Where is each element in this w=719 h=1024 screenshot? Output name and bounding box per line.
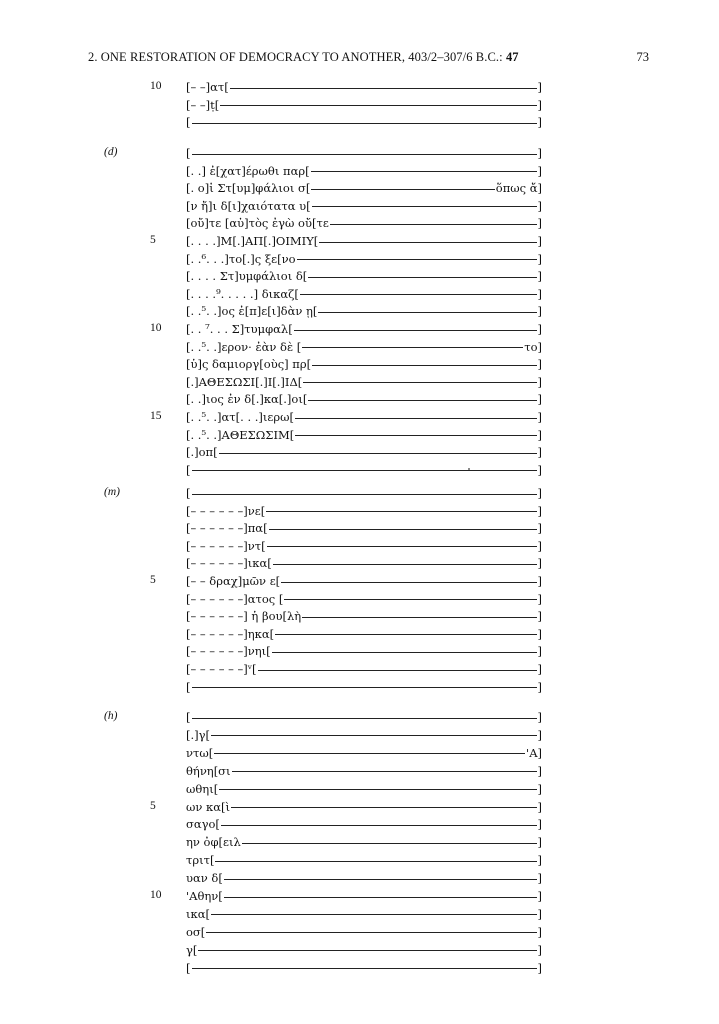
lacuna-dash [308, 400, 536, 401]
lacuna-dash [269, 529, 537, 530]
inscription-line [0, 943, 719, 959]
inscription-line [0, 710, 719, 726]
lacuna-dash [192, 470, 537, 471]
lacuna-dash [219, 789, 536, 790]
line-text-end: ] [537, 251, 542, 266]
inscription-line [0, 287, 719, 303]
line-text [186, 835, 542, 849]
line-text-start: [. ο]ἱ Στ[υμ]φάλιοι σ[ [186, 181, 311, 196]
inscription-line [0, 486, 719, 502]
line-text [186, 392, 542, 406]
line-text-start: [ [186, 486, 191, 500]
inscription-line [0, 115, 719, 131]
line-text [186, 445, 542, 459]
lacuna-dash [214, 753, 525, 754]
line-text-end: ] [537, 889, 542, 903]
line-text [186, 961, 542, 975]
fragment-h-label: (h) [104, 710, 118, 722]
lacuna-dash [284, 599, 536, 600]
line-text [186, 98, 542, 112]
inscription-line [0, 146, 719, 162]
lacuna-dash [192, 154, 537, 155]
inscription-line [0, 644, 719, 660]
lacuna-dash [258, 670, 537, 671]
line-text-end: ] [537, 799, 542, 814]
line-text-end: ] [537, 781, 542, 796]
lacuna-dash [311, 171, 537, 172]
lacuna-dash [295, 418, 537, 419]
line-text-start: σαγο[ [186, 817, 220, 832]
inscription-line [0, 504, 719, 520]
lacuna-dash [215, 861, 536, 862]
inscription-line [0, 269, 719, 285]
inscription-line [0, 627, 719, 643]
inscription-line [0, 907, 719, 923]
line-text-start: υαν δ[ [186, 871, 223, 886]
inscription-line [0, 304, 719, 320]
line-text [186, 269, 542, 283]
line-text-end: ] [537, 626, 542, 641]
line-text-start: [– – – – – –]ηκα[ [186, 626, 275, 641]
line-number: 15 [150, 410, 162, 422]
line-text-start: [ [186, 146, 191, 160]
line-text-end: ] [537, 410, 542, 424]
line-text-end: ] [537, 198, 542, 213]
lacuna-dash [281, 582, 536, 583]
line-text-end: ] [537, 942, 542, 957]
lacuna-dash [232, 771, 537, 772]
line-text-start: [. .]ιος ἐν δ[.]κα[.]οι[ [186, 392, 308, 407]
inscription-line [0, 234, 719, 250]
line-text-start: [. .⁵. .]ατ[. . .]ιερω[ [186, 410, 294, 424]
line-text [186, 115, 542, 129]
line-text-end: ] [537, 609, 542, 624]
lacuna-dash [206, 932, 536, 933]
inscription-line [0, 609, 719, 625]
line-text [186, 428, 542, 442]
running-header [88, 50, 649, 66]
lacuna-dash [211, 914, 537, 915]
line-text [186, 680, 542, 694]
line-text-start: [. .⁵. .]ος ἐ[π]ε[ι]δὰν ῃ[ [186, 304, 318, 319]
inscription-line [0, 782, 719, 798]
lacuna-dash [220, 105, 536, 106]
line-text-start: [– – – – – –]νηι[ [186, 644, 271, 659]
line-text [186, 871, 542, 885]
running-title-text: 2. ONE RESTORATION OF DEMOCRACY TO ANOTHER, 403/2–307/6 B.C.: [88, 50, 506, 64]
inscription-line [0, 539, 719, 555]
inscription-line [0, 728, 719, 744]
inscription-line [0, 216, 719, 232]
line-text [186, 304, 542, 318]
line-text-start: [. .] ἐ[χατ]έρωθι παρ[ [186, 163, 310, 178]
inscription-line [0, 428, 719, 444]
line-text-end: ] [537, 662, 542, 676]
line-text-end: ] [537, 503, 542, 518]
line-text-start: [ὑ]ς δαμιοργ[οὺς] πρ[ [186, 357, 312, 372]
line-text-end: ] [537, 286, 542, 301]
inscription-line [0, 357, 719, 373]
line-number: 5 [150, 234, 156, 246]
line-text-start: [. . . .]Μ[.]ΑΠ[.]ΟΙΜΙΥ[ [186, 234, 319, 248]
inscription-line [0, 80, 719, 96]
line-text-start: [. . ⁷. . . Σ]τυμφαλ[ [186, 322, 293, 336]
inscription-line [0, 392, 719, 408]
line-text [186, 181, 542, 195]
inscription-line [0, 340, 719, 356]
lacuna-dash [273, 564, 537, 565]
line-text [186, 504, 542, 518]
lacuna-dash [275, 634, 536, 635]
line-text-start: [– – – – – –]νε[ [186, 503, 266, 518]
line-text-end: ] [537, 906, 542, 921]
lacuna-dash [300, 294, 537, 295]
line-text-start: [οὔ]τε [αὐ]τὸς ἐγὼ οὔ[τε [186, 216, 329, 231]
line-text-start: οσ[ [186, 924, 206, 939]
lacuna-dash [318, 312, 536, 313]
inscription-line [0, 556, 719, 572]
line-text-end: ] [537, 304, 542, 319]
lacuna-dash [319, 242, 536, 243]
lacuna-dash [192, 968, 537, 969]
lacuna-dash [302, 617, 536, 618]
line-text-start: [ [186, 462, 191, 477]
lacuna-dash [230, 88, 537, 89]
line-text-start: ων κα[ὶ [186, 799, 230, 814]
inscription-line [0, 574, 719, 590]
line-text-end: ] [537, 374, 542, 389]
line-text-end: ] [537, 163, 542, 178]
fragment-d-label: (d) [104, 146, 118, 158]
lacuna-dash [221, 825, 537, 826]
line-text [186, 539, 542, 553]
line-text-end: ] [537, 924, 542, 939]
line-text-end: ] [537, 817, 542, 832]
running-title-number: 47 [505, 50, 519, 64]
line-text [186, 764, 542, 778]
line-text-end: ] [537, 960, 542, 975]
line-text-start: [. . . . Στ]υμφάλιοι δ[ [186, 269, 308, 284]
lacuna-dash [294, 330, 537, 331]
line-text-end: ] [537, 679, 542, 694]
line-text [186, 199, 542, 213]
lacuna-dash [267, 546, 537, 547]
line-text-end: ] [537, 644, 542, 659]
inscription-line [0, 662, 719, 678]
line-text-end: ] [537, 462, 542, 477]
lacuna-dash [192, 123, 537, 124]
line-text-end: ] [537, 763, 542, 778]
line-text-end: ] [537, 871, 542, 886]
line-text-start: γ[ [186, 942, 198, 957]
line-text [186, 234, 542, 248]
inscription-line [0, 410, 719, 426]
lacuna-dash [192, 687, 537, 688]
lacuna-dash [266, 511, 536, 512]
line-number: 10 [150, 889, 162, 901]
line-text-start: [– –]ṭ[ [186, 97, 220, 112]
line-text-start: [– – – – – –]ικα[ [186, 556, 272, 571]
inscription-line [0, 375, 719, 391]
line-text-start: [.]ΑΘΕΣΩΣΙ[.]Ι[.]ΙΔ[ [186, 374, 303, 389]
line-text [186, 357, 542, 371]
line-text-end: ] [537, 556, 542, 571]
inscription-line [0, 835, 719, 851]
line-text-end: ] [537, 853, 542, 868]
lacuna-dash [224, 879, 537, 880]
line-text [186, 925, 542, 939]
lacuna-dash [330, 224, 537, 225]
line-text [186, 556, 542, 570]
lacuna-dash [311, 189, 494, 190]
line-text-start: ντω[ [186, 745, 214, 760]
line-text-start: [.]οπ[ [186, 445, 218, 460]
line-text [186, 463, 542, 477]
line-text-start: [.]γ[ [186, 727, 210, 742]
line-text [186, 146, 542, 160]
line-text-end: ] [537, 234, 542, 248]
lacuna-dash [312, 365, 536, 366]
lacuna-dash [303, 382, 536, 383]
running-title [88, 50, 519, 65]
inscription-line [0, 181, 719, 197]
line-text-end: ] [537, 357, 542, 372]
line-text-start: [– –]ατ[ [186, 80, 229, 94]
line-text-end: ] [537, 146, 542, 160]
line-text [186, 521, 542, 535]
lacuna-dash [211, 735, 537, 736]
lacuna-dash [224, 897, 537, 898]
line-text-start: [ [186, 115, 191, 129]
line-text-start: [. . . .⁹. . . . .] δικαζ[ [186, 286, 299, 301]
line-text-end: ] [537, 486, 542, 500]
line-text-start: τριτ[ [186, 853, 215, 868]
line-text [186, 609, 542, 623]
line-text [186, 80, 542, 94]
line-number: 5 [150, 574, 156, 586]
line-text-end: ] [537, 322, 542, 336]
line-text [186, 340, 542, 354]
inscription-line [0, 98, 719, 114]
line-text-end: 'Α] [526, 745, 542, 760]
line-text-end: ] [537, 538, 542, 553]
line-text [186, 800, 542, 814]
inscription-line [0, 463, 719, 479]
lacuna-dash [302, 347, 523, 348]
inscription-line [0, 164, 719, 180]
line-text-end: ] [537, 445, 542, 460]
inscription-line [0, 199, 719, 215]
line-text [186, 853, 542, 867]
line-text [186, 486, 542, 500]
line-text-end: ] [537, 392, 542, 407]
line-text-end: ] [537, 97, 542, 112]
inscription-line [0, 252, 719, 268]
inscription-line [0, 800, 719, 816]
line-text-start: [– – – – – –] ἡ βου[λὴ [186, 609, 302, 624]
line-text [186, 287, 542, 301]
lacuna-dash [219, 453, 537, 454]
line-text-end: ] [537, 835, 542, 850]
line-text-start: [. .⁵. .]ΑΘΕΣΩΣΙΜ[ [186, 427, 295, 442]
line-text-start: [. .⁵. .]ερον· ἐὰν δὲ [ [186, 339, 302, 354]
line-text [186, 782, 542, 796]
line-text [186, 375, 542, 389]
line-text [186, 627, 542, 641]
inscription-line [0, 445, 719, 461]
line-number: 10 [150, 322, 162, 334]
line-text-start: [– – δραχ]μῶν ε[ [186, 574, 281, 588]
line-text [186, 728, 542, 742]
lacuna-dash [192, 718, 537, 719]
line-text-start: [. .⁶. . .]το[.]ς ξε[νο [186, 251, 296, 266]
line-text-start: [– – – – – –]πα[ [186, 521, 268, 536]
lacuna-dash [295, 435, 536, 436]
line-text-end: ] [537, 591, 542, 606]
lacuna-dash [242, 843, 537, 844]
line-text [186, 907, 542, 921]
inscription-line [0, 961, 719, 977]
line-text-end: ] [537, 216, 542, 231]
line-text-end: το] [524, 339, 542, 354]
inscription-line [0, 322, 719, 338]
print-speck [468, 468, 470, 470]
lacuna-dash [231, 807, 537, 808]
line-text-end: ] [537, 521, 542, 536]
line-text-end: ] [537, 115, 542, 129]
line-text-start: ωθηι[ [186, 781, 219, 796]
lacuna-dash [198, 950, 536, 951]
line-text-start: [– – – – – –]ντ[ [186, 538, 266, 553]
line-text [186, 746, 542, 760]
line-text [186, 574, 542, 588]
line-text-end: ] [537, 727, 542, 742]
line-text-end: ] [537, 574, 542, 588]
inscription-line [0, 853, 719, 869]
inscription-line [0, 817, 719, 833]
line-text-start: ην ὀφ[ειλ [186, 835, 241, 850]
line-text [186, 252, 542, 266]
inscription-line [0, 871, 719, 887]
line-text-start: [– – – – – –]ατος [ [186, 591, 284, 606]
lacuna-dash [308, 277, 536, 278]
line-text-start: ικα[ [186, 906, 210, 921]
line-text-start: [ [186, 679, 191, 694]
line-text-start: 'Αθην[ [186, 889, 223, 903]
line-text [186, 889, 542, 903]
line-text [186, 817, 542, 831]
line-text [186, 943, 542, 957]
line-text-end: ] [537, 427, 542, 442]
line-text [186, 410, 542, 424]
line-text [186, 662, 542, 676]
inscription-line [0, 592, 719, 608]
lacuna-dash [192, 494, 537, 495]
inscription-line [0, 746, 719, 762]
line-text [186, 322, 542, 336]
line-text-start: [– – – – – –]ᵛ[ [186, 662, 257, 676]
inscription-line [0, 680, 719, 696]
line-text-start: [ν ἤ]ι δ[ι]χαιότατα υ[ [186, 198, 311, 213]
line-number: 10 [150, 80, 162, 92]
lacuna-dash [297, 259, 537, 260]
inscription-line [0, 925, 719, 941]
line-text [186, 164, 542, 178]
lacuna-dash [312, 206, 537, 207]
inscription-line [0, 764, 719, 780]
line-text [186, 710, 542, 724]
lacuna-dash [272, 652, 537, 653]
line-text-end: ] [537, 710, 542, 724]
line-text-end: ὅπως ἄ] [495, 181, 542, 196]
line-text-end: ] [537, 80, 542, 94]
line-text [186, 216, 542, 230]
fragment-m-label: (m) [104, 486, 120, 498]
line-text-start: [ [186, 960, 191, 975]
page-number: 73 [636, 50, 649, 64]
line-text [186, 644, 542, 658]
line-number: 5 [150, 799, 156, 812]
line-text-end: ] [537, 269, 542, 284]
line-text [186, 592, 542, 606]
inscription-line [0, 521, 719, 537]
inscription-line [0, 889, 719, 905]
line-text-start: [ [186, 710, 191, 724]
line-text-start: θήνη[σι [186, 763, 231, 778]
